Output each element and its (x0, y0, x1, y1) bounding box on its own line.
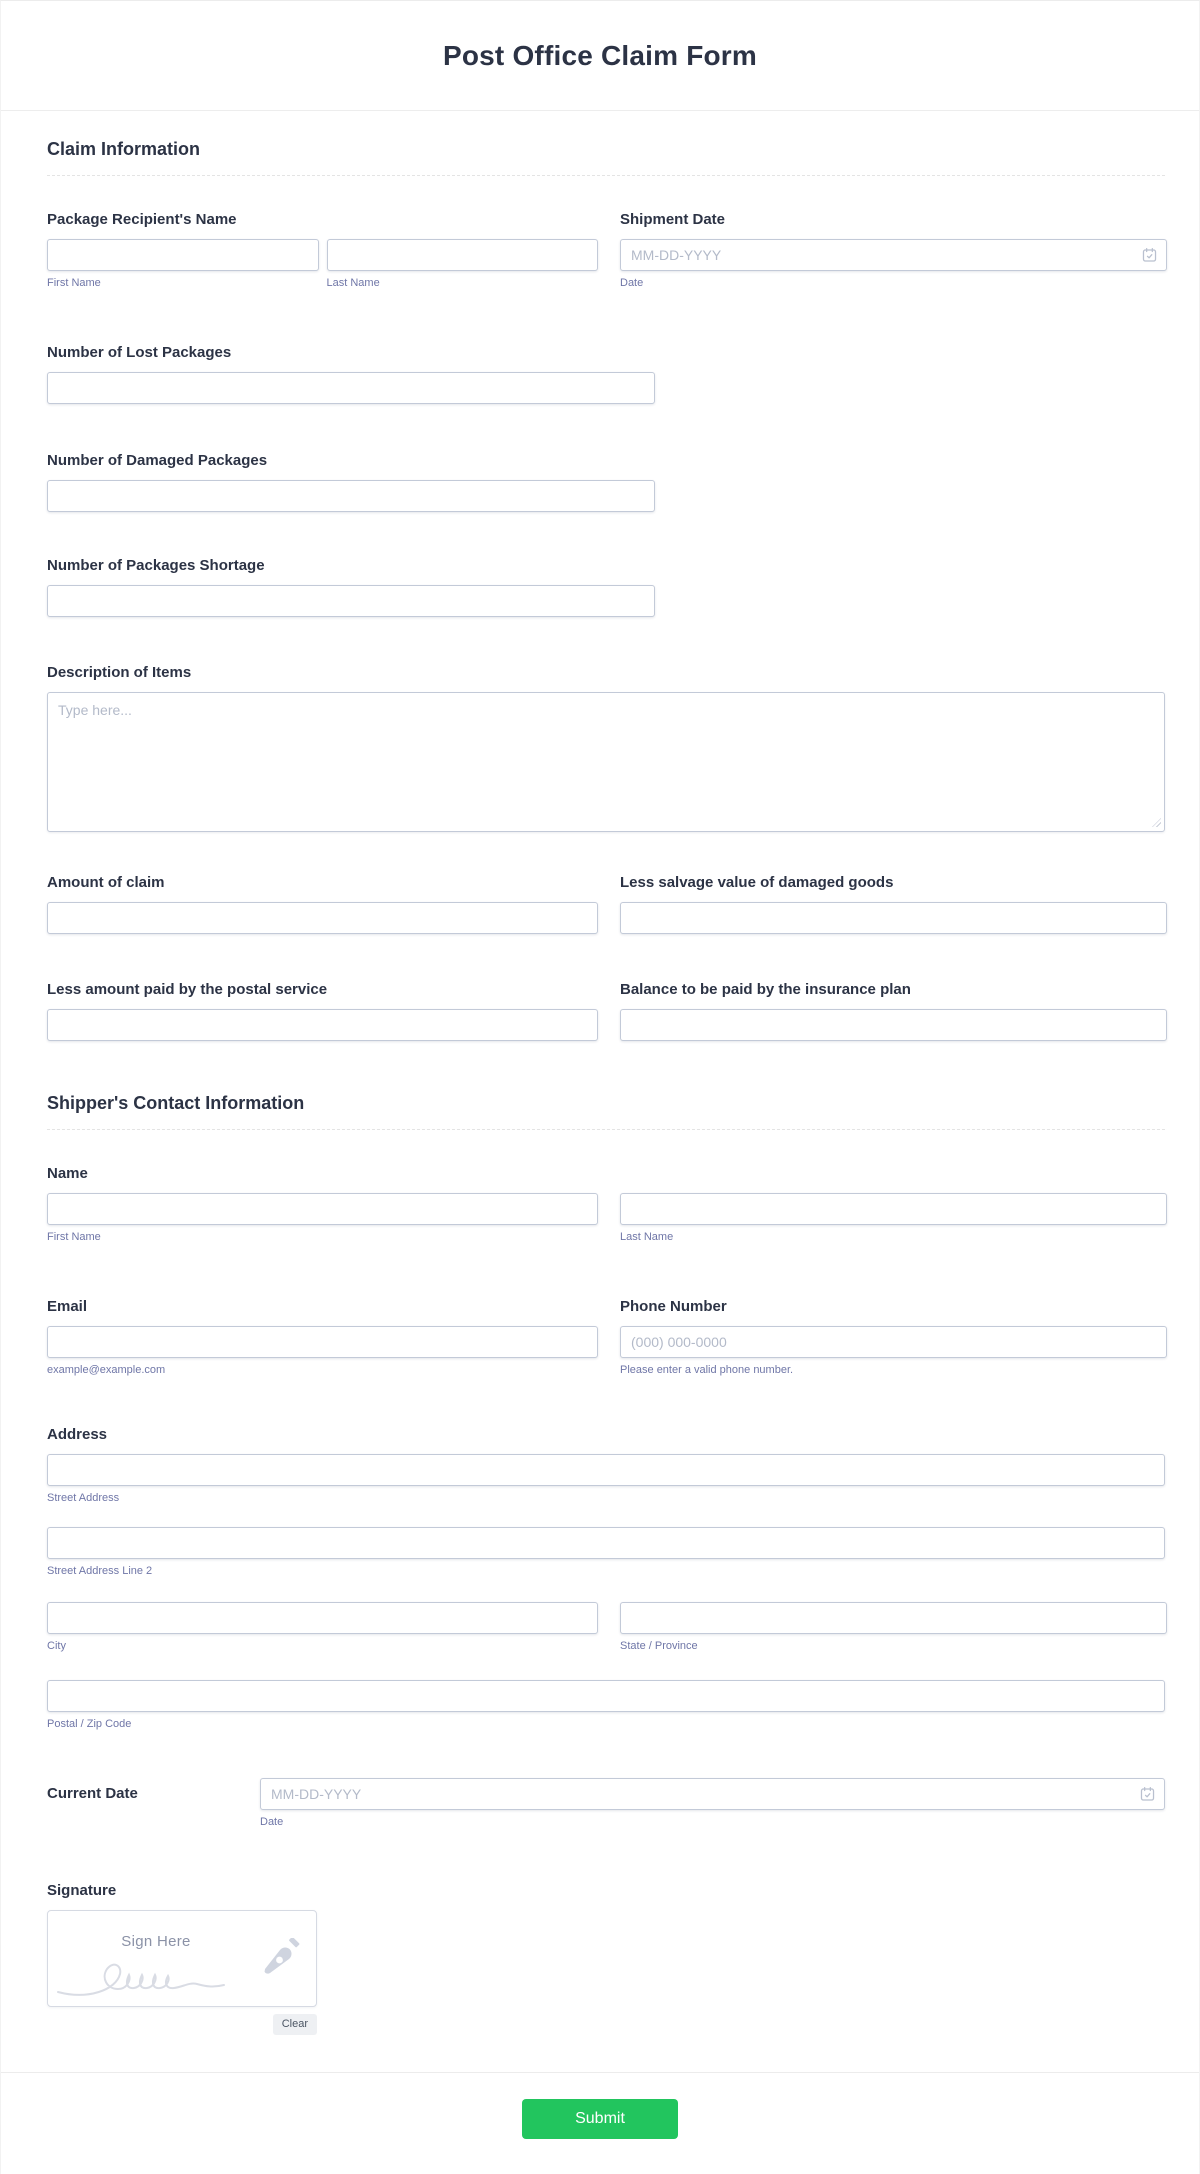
recipient-first-name-input[interactable] (47, 239, 319, 271)
state-province-input[interactable] (620, 1602, 1167, 1634)
sublabel-last-name: Last Name (326, 277, 380, 289)
last-name-col (327, 239, 599, 290)
field-current-date (47, 1778, 1165, 1829)
field-label: Name (47, 1165, 88, 1182)
field-label: Description of Items (47, 664, 192, 681)
city-input[interactable] (47, 1602, 598, 1634)
shipper-last-name-input[interactable] (620, 1193, 1167, 1225)
sublabel-last-name: Last Name (620, 1231, 674, 1243)
field-label: Signature (47, 1882, 117, 1899)
field-label: Email (47, 1298, 88, 1315)
amount-of-claim-input[interactable] (47, 902, 598, 934)
sublabel-street-address-line2: Street Address Line 2 (47, 1565, 153, 1577)
email-input[interactable] (47, 1326, 598, 1358)
calendar-icon[interactable] (1139, 1786, 1156, 1803)
field-label: Current Date (47, 1785, 138, 1802)
calendar-icon[interactable] (1141, 247, 1158, 264)
clear-row (47, 2014, 317, 2035)
sublabel-phone-hint: Please enter a valid phone number. (620, 1364, 794, 1376)
state-col (620, 1602, 1167, 1653)
submit-button[interactable]: Submit (522, 2099, 678, 2139)
current-date-field (260, 1778, 1165, 1829)
description-textarea[interactable] (47, 692, 1165, 832)
sublabel-first-name: First Name (47, 277, 101, 289)
field-label: Less amount paid by the postal service (47, 981, 328, 998)
less-amount-paid-input[interactable] (47, 1009, 598, 1041)
balance-insurance-input[interactable] (620, 1009, 1167, 1041)
field-number-lost-packages (47, 343, 1165, 404)
address-postal (47, 1680, 1165, 1731)
signature-pad[interactable] (47, 1910, 317, 2007)
first-name-col (47, 239, 319, 290)
street-address-line2-input[interactable] (47, 1527, 1165, 1559)
form-header (1, 1, 1199, 111)
lost-packages-input[interactable] (47, 372, 655, 404)
page-title: Post Office Claim Form (442, 39, 757, 71)
shipper-contact-section (47, 1091, 1165, 2035)
field-label: Address (47, 1426, 108, 1443)
sublabel-email-example: example@example.com (47, 1364, 166, 1376)
name-pair (47, 239, 598, 290)
section-heading-shipper-contact: Shipper's Contact Information (47, 1093, 305, 1113)
row-email-phone (47, 1297, 1165, 1377)
city-col (47, 1602, 598, 1653)
form-body (1, 111, 1199, 2072)
postal-zip-input[interactable] (47, 1680, 1165, 1712)
field-label: Number of Lost Packages (47, 344, 232, 361)
first-name-col (47, 1193, 598, 1244)
date-input-wrap (260, 1778, 1165, 1810)
field-label: Package Recipient's Name (47, 211, 237, 228)
sublabel-street-address: Street Address (47, 1492, 120, 1504)
row-recipient-shipment (47, 210, 1165, 290)
last-name-col (620, 1193, 1167, 1244)
sublabel-first-name: First Name (47, 1231, 101, 1243)
sublabel-postal-zip: Postal / Zip Code (47, 1718, 132, 1730)
shortage-packages-input[interactable] (47, 585, 655, 617)
sublabel-date: Date (260, 1816, 284, 1828)
current-date-input[interactable] (260, 1778, 1165, 1810)
street-address-input[interactable] (47, 1454, 1165, 1486)
field-shipment-date (620, 210, 1167, 290)
field-signature (47, 1881, 1165, 2035)
field-balance-insurance (620, 980, 1167, 1041)
field-less-salvage-value (620, 873, 1167, 934)
sublabel-state-province: State / Province (620, 1640, 698, 1652)
pen-nib-icon (260, 1938, 300, 1974)
divider (47, 175, 1165, 176)
address-street2 (47, 1527, 1165, 1578)
address-street (47, 1454, 1165, 1505)
field-package-recipient-name (47, 210, 598, 290)
signature-squiggle (54, 1944, 254, 2000)
shipper-first-name-input[interactable] (47, 1193, 598, 1225)
field-label: Balance to be paid by the insurance plan (620, 981, 911, 998)
date-input-wrap (620, 239, 1167, 271)
section-heading-claim-information: Claim Information (47, 139, 201, 159)
field-amount-of-claim (47, 873, 598, 934)
field-label: Number of Packages Shortage (47, 557, 265, 574)
divider (47, 1129, 1165, 1130)
field-label: Less salvage value of damaged goods (620, 874, 894, 891)
field-label: Phone Number (620, 1298, 727, 1315)
sign-here-text: Sign Here (121, 1933, 191, 1950)
name-pair-wide (47, 1193, 1165, 1244)
recipient-last-name-input[interactable] (327, 239, 599, 271)
field-shipper-name (47, 1164, 1165, 1244)
field-phone-number (620, 1297, 1167, 1377)
field-number-packages-shortage (47, 556, 1165, 617)
address-city-state (47, 1602, 1165, 1653)
field-label: Shipment Date (620, 211, 726, 228)
field-number-damaged-packages (47, 451, 1165, 512)
shipment-date-input[interactable] (620, 239, 1167, 271)
row-amounts-1 (47, 873, 1165, 934)
textarea-wrap (47, 692, 1165, 832)
field-label: Number of Damaged Packages (47, 452, 268, 469)
clear-signature-button[interactable]: Clear (273, 2014, 317, 2035)
damaged-packages-input[interactable] (47, 480, 655, 512)
field-less-amount-paid (47, 980, 598, 1041)
claim-information-section (47, 137, 1165, 1041)
form-footer (1, 2072, 1199, 2174)
field-label: Amount of claim (47, 874, 165, 891)
field-address (47, 1425, 1165, 1731)
field-description-of-items (47, 663, 1165, 832)
phone-input[interactable] (620, 1326, 1167, 1358)
row-amounts-2 (47, 980, 1165, 1041)
field-email (47, 1297, 598, 1377)
sublabel-city: City (47, 1640, 66, 1652)
less-salvage-value-input[interactable] (620, 902, 1167, 934)
sublabel-date: Date (620, 277, 644, 289)
